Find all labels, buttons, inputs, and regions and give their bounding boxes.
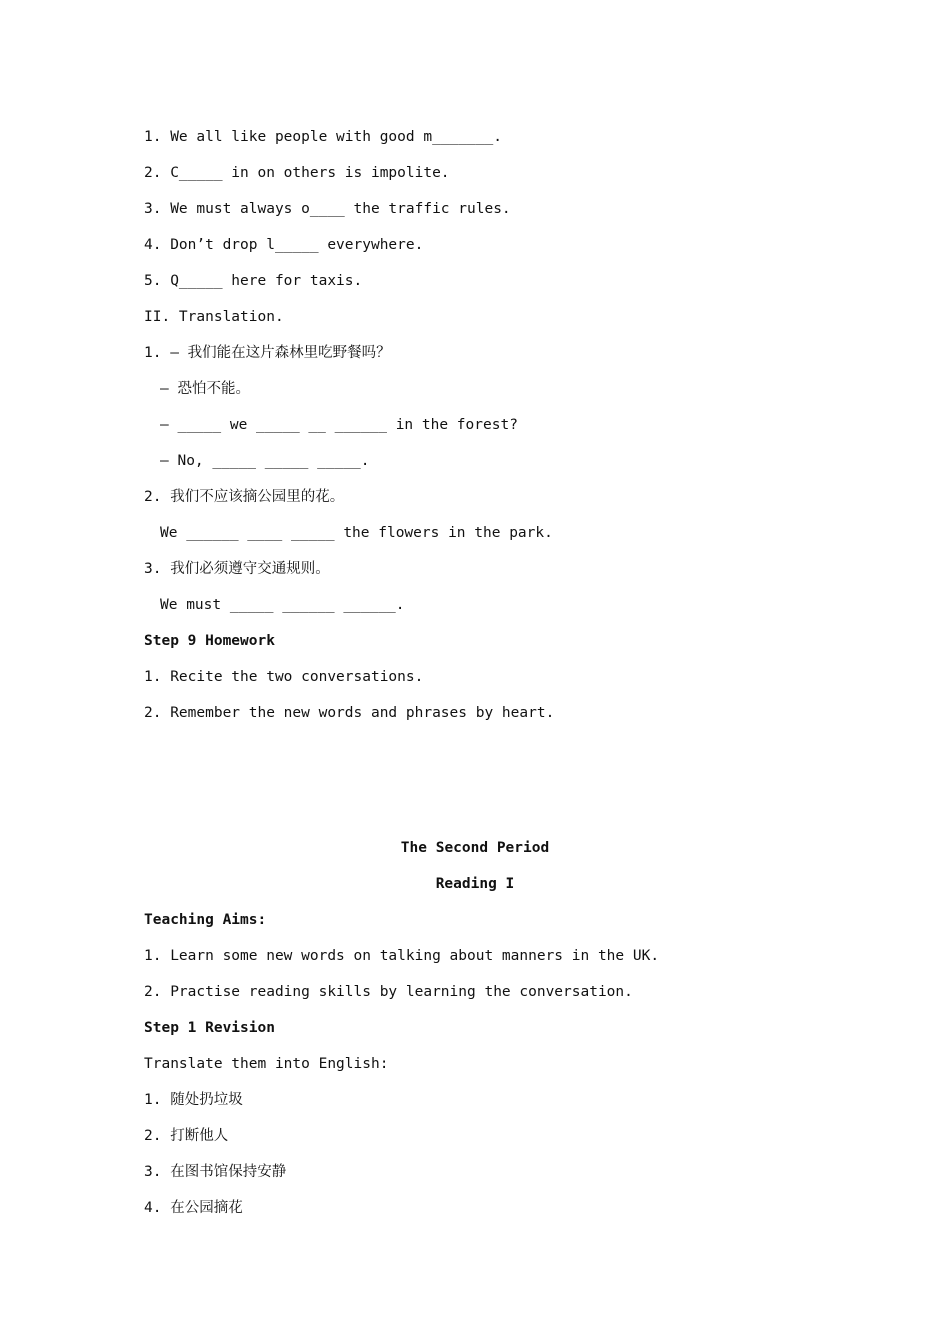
period-subtitle: Reading I [435, 876, 515, 892]
translation-blank-3: We must _____ ______ ______. [160, 597, 405, 613]
translation-heading: II. Translation. [144, 309, 284, 325]
exercise-item: 3. We must always o____ the traffic rules. [144, 201, 511, 217]
revision-item: 1. 随处扔垃圾 [144, 1092, 243, 1108]
aims-heading: Teaching Aims: [144, 912, 267, 928]
exercise-item: 1. We all like people with good m_______. [144, 129, 502, 145]
revision-item: 2. 打断他人 [144, 1128, 229, 1144]
translation-question-3: 3. 我们必须遵守交通规则。 [144, 561, 330, 577]
step1-heading: Step 1 Revision [144, 1020, 275, 1036]
step9-heading: Step 9 Homework [144, 633, 275, 649]
translation-question-2: 2. 我们不应该摘公园里的花。 [144, 489, 345, 505]
translation-question-1: 1. — 我们能在这片森林里吃野餐吗？ [144, 345, 391, 361]
revision-item: 3. 在图书馆保持安静 [144, 1164, 287, 1180]
homework-item: 1. Recite the two conversations. [144, 669, 424, 685]
translation-blank-2: We ______ ____ _____ the flowers in the park. [160, 525, 553, 541]
aim-item: 2. Practise reading skills by learning the conversation. [144, 984, 633, 1000]
exercise-item: 2. C_____ in on others is impolite. [144, 165, 450, 181]
exercise-item: 4. Don’t drop l_____ everywhere. [144, 237, 424, 253]
homework-item: 2. Remember the new words and phrases by heart. [144, 705, 555, 721]
translation-answer-1: — 恐怕不能。 [160, 381, 250, 397]
aim-item: 1. Learn some new words on talking about manners in the UK. [144, 948, 660, 964]
translation-blank-answer-1: — No, _____ _____ _____. [160, 453, 370, 469]
period-title: The Second Period [400, 840, 550, 856]
step1-instruction: Translate them into English: [144, 1056, 389, 1072]
exercise-item: 5. Q_____ here for taxis. [144, 273, 363, 289]
translation-blank-question-1: — _____ we _____ __ ______ in the forest? [160, 417, 518, 433]
revision-item: 4. 在公园摘花 [144, 1200, 243, 1216]
